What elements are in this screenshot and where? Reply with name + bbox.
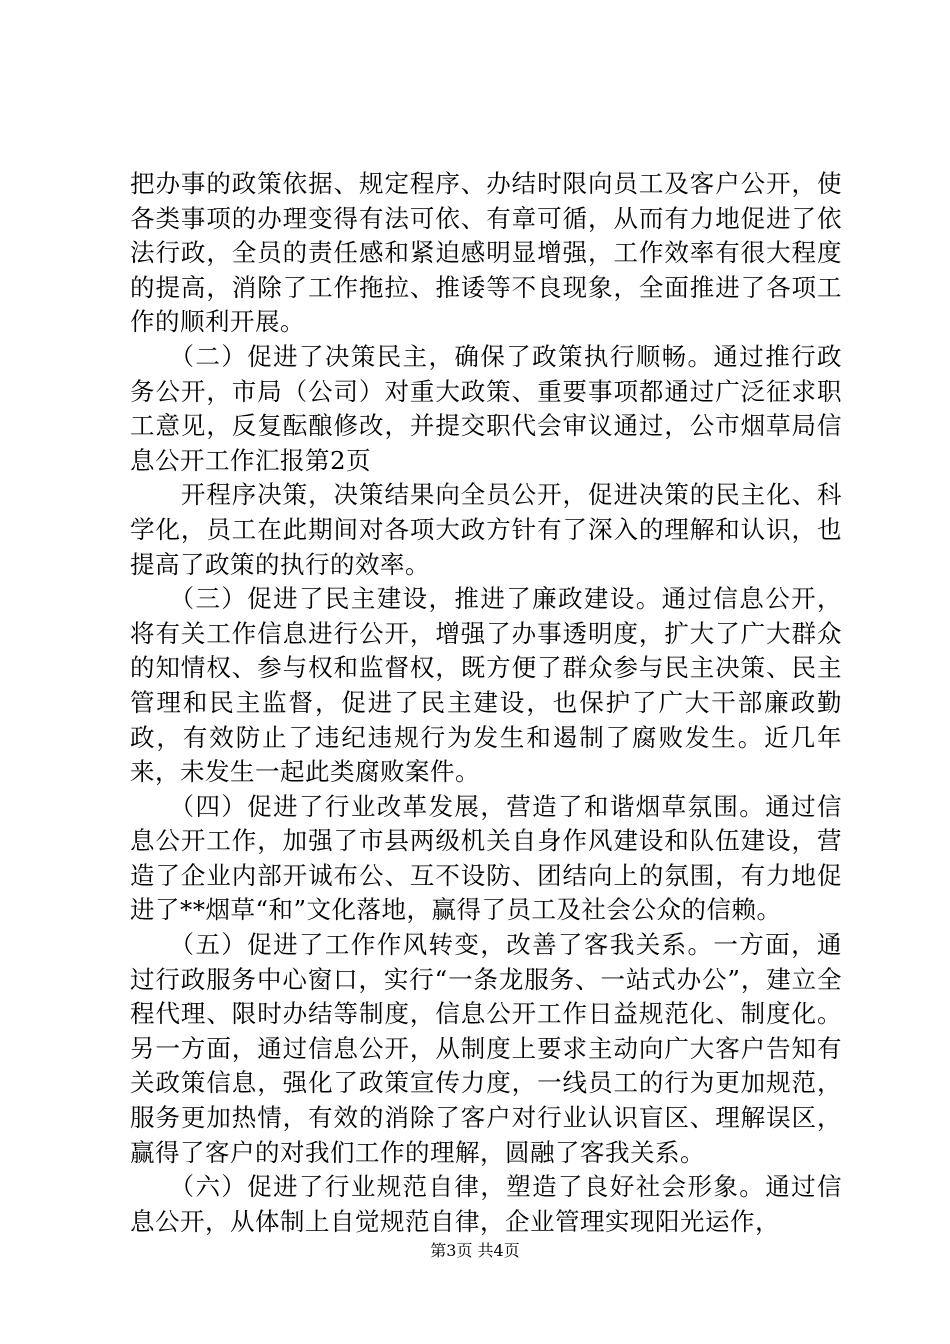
paragraph-section-4: （四）促进了行业改革发展，营造了和谐烟草氛围。通过信息公开工作，加强了市县两级机关自身作风建设和队伍建设，营造了企业内部开诚布公、互不设防、团结向上的氛围，有力地促进了**烟草“和”文化落地，赢得了员工及社会公众的信赖。 (130, 791, 842, 925)
paragraph-section-6: （六）促进了行业规范自律，塑造了良好社会形象。通过信息公开，从体制上自觉规范自律，企业管理实现阳光运作， (130, 1172, 842, 1236)
paragraph-continuation: 把办事的政策依据、规定程序、办结时限向员工及客户公开，使各类事项的办理变得有法可依、有章可循，从而有力地促进了依法行政，全员的责任感和紧迫感明显增强，工作效率有很大程度的提高，消除了工作拖拉、推诿等不良现象，全面推进了各项工作的顺利开展。 (130, 169, 842, 337)
paragraph-section-2: （二）促进了决策民主，确保了政策执行顺畅。通过推行政务公开，市局（公司）对重大政策、重要事项都通过广泛征求职工意见，反复酝酿修改，并提交职代会审议通过，公市烟草局信息公开工作汇报第2页 (130, 341, 842, 475)
document-body (130, 167, 842, 1239)
paragraph-section-2-continued: 开程序决策，决策结果向全员公开，促进决策的民主化、科学化，员工在此期间对各项大政方针有了深入的理解和认识，也提高了政策的执行的效率。 (130, 480, 842, 579)
paragraph-section-5: （五）促进了工作作风转变，改善了客我关系。一方面，通过行政服务中心窗口，实行“一条龙服务、一站式办公”，建立全程代理、限时办结等制度，信息公开工作日益规范化、制度化。另一方面，通过信息公开，从制度上要求主动向广大客户告知有关政策信息，强化了政策宣传力度，一线员工的行为更加规范，服务更加热情，有效的消除了客户对行业认识盲区、理解误区，赢得了客户的对我们工作的理解，圆融了客我关系。 (130, 930, 842, 1167)
page-footer: 第3页 共4页 (430, 1241, 520, 1260)
paragraph-section-3: （三）促进了民主建设，推进了廉政建设。通过信息公开，将有关工作信息进行公开，增强了办事透明度，扩大了广大群众的知情权、参与权和监督权，既方便了群众参与民主决策、民主管理和民主监督，促进了民主建设，也保护了广大干部廉政勤政，有效防止了违纪违规行为发生和遏制了腐败发生。近几年来，未发生一起此类腐败案件。 (130, 584, 842, 787)
